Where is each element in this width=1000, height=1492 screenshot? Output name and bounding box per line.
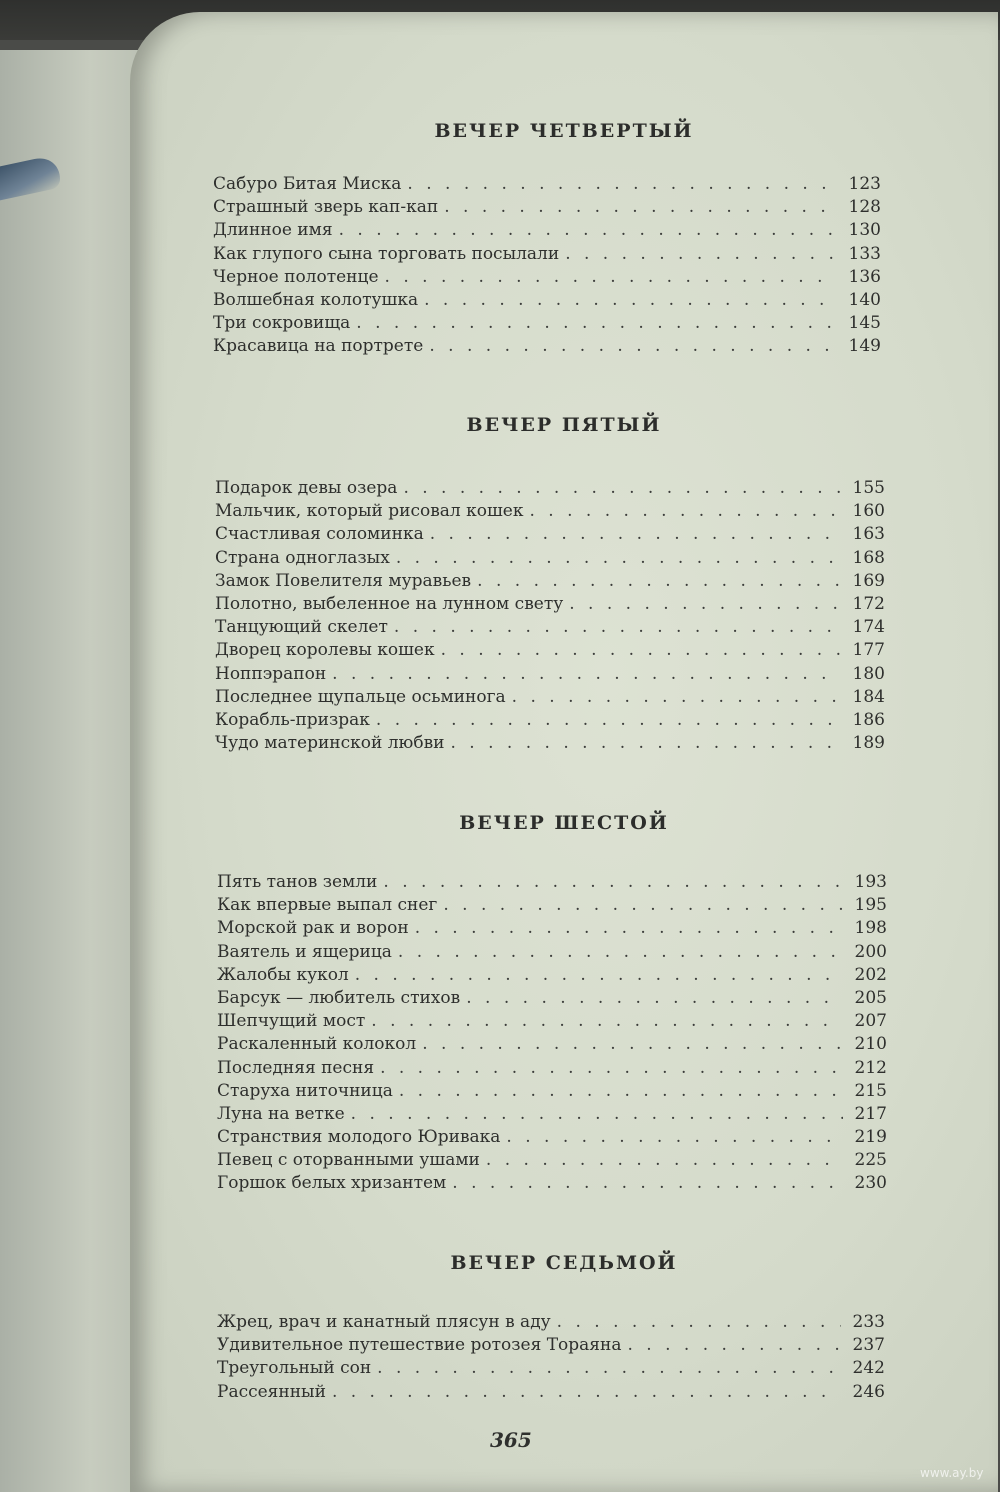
entry-title: Красавица на портрете [213, 336, 424, 357]
toc-entry [215, 594, 885, 617]
toc-entry [215, 710, 885, 733]
entry-title: Подарок девы озера [215, 478, 398, 498]
entry-title: Жрец, врач и канатный плясун в аду [217, 1312, 551, 1332]
leader-dots [377, 1358, 841, 1378]
entry-page: 233 [852, 1312, 885, 1332]
entry-title: Пять танов земли [217, 872, 378, 892]
entry-title: Старуха ниточница [217, 1080, 393, 1101]
leader-dots [477, 571, 841, 591]
entry-title: Как впервые выпал снег [217, 895, 438, 916]
entry-title: Сабуро Битая Миска [213, 174, 402, 194]
entry-title: Последняя песня [217, 1057, 375, 1078]
entry-page: 149 [848, 336, 881, 357]
leader-dots [441, 640, 841, 660]
toc-entry [217, 1150, 887, 1173]
toc-entry [217, 1358, 885, 1381]
leader-dots [415, 918, 843, 938]
leader-dots [569, 594, 841, 614]
entry-page: 160 [852, 501, 885, 522]
entry-page: 215 [854, 1080, 887, 1101]
entry-title: Последнее щупальце осьминога [215, 686, 506, 707]
entry-page: 133 [848, 243, 881, 264]
toc-entry [217, 988, 887, 1011]
toc-entry [215, 640, 885, 663]
section-title: ВЕЧЕР ШЕСТОЙ [459, 812, 669, 834]
toc-list [213, 174, 881, 360]
toc-entry [217, 1058, 887, 1081]
section-title: ВЕЧЕР ПЯТЫЙ [466, 414, 662, 436]
entry-page: 177 [852, 640, 885, 661]
entry-title: Горшок белых хризантем [217, 1173, 447, 1194]
leader-dots [466, 988, 843, 1008]
toc-entry [213, 313, 881, 336]
entry-title: Странствия молодого Юривака [217, 1127, 501, 1148]
entry-title: Барсук — любитель стихов [217, 987, 461, 1008]
toc-entry [217, 1382, 885, 1405]
entry-page: 180 [852, 663, 885, 684]
leader-dots [506, 1127, 843, 1147]
page-number: 365 [490, 1428, 532, 1452]
toc-list [215, 478, 885, 756]
entry-title: Удивительное путешествие ротозея Тораяна [217, 1335, 622, 1356]
leader-dots [385, 267, 837, 287]
leader-dots [403, 478, 841, 498]
toc-entry [217, 1104, 887, 1127]
entry-title: Танцующий скелет [215, 617, 388, 638]
toc-entry [213, 267, 881, 290]
entry-title: Как глупого сына торговать посылали [213, 243, 560, 264]
leader-dots [399, 1081, 843, 1101]
leader-dots [355, 965, 843, 985]
toc-entry [215, 664, 885, 687]
toc-entry [213, 197, 881, 220]
entry-title: Ноппэрапон [215, 663, 327, 684]
entry-page: 242 [852, 1358, 885, 1379]
toc-entry [217, 895, 887, 918]
section-title: ВЕЧЕР СЕДЬМОЙ [450, 1252, 678, 1274]
entry-page: 155 [852, 478, 885, 498]
toc-entry [213, 174, 881, 197]
entry-page: 198 [854, 918, 887, 939]
entry-page: 163 [852, 524, 885, 545]
leader-dots [339, 220, 837, 240]
leader-dots [450, 733, 841, 753]
entry-title: Мальчик, который рисовал кошек [215, 501, 524, 522]
leader-dots [430, 524, 841, 544]
entry-title: Треугольный сон [217, 1358, 372, 1379]
entry-title: Полотно, выбеленное на лунном свету [215, 593, 564, 614]
entry-page: 195 [854, 895, 887, 916]
leader-dots [356, 313, 837, 333]
leader-dots [452, 1173, 843, 1193]
entry-title: Чудо материнской любви [215, 733, 445, 754]
leader-dots [376, 710, 841, 730]
entry-page: 128 [848, 197, 881, 218]
toc-entry [217, 965, 887, 988]
entry-page: 230 [854, 1173, 887, 1194]
entry-title: Корабль-призрак [215, 709, 370, 730]
entry-page: 210 [854, 1034, 887, 1055]
entry-title: Черное полотенце [213, 266, 379, 287]
leader-dots [486, 1150, 843, 1170]
leader-dots [512, 687, 841, 707]
entry-title: Длинное имя [213, 220, 333, 241]
toc-entry [213, 220, 881, 243]
leader-dots [398, 942, 843, 962]
toc-entry [215, 571, 885, 594]
leader-dots [444, 197, 837, 217]
watermark: www.ay.by [920, 1466, 984, 1480]
toc-entry [217, 1173, 887, 1196]
leader-dots [429, 336, 837, 356]
leader-dots [371, 1011, 843, 1031]
entry-page: 123 [848, 174, 881, 194]
toc-entry [215, 478, 885, 501]
left-page-edge [0, 50, 150, 1492]
toc-entry [217, 918, 887, 941]
entry-title: Морской рак и ворон [217, 918, 409, 939]
entry-page: 186 [852, 709, 885, 730]
entry-title: Раскаленный колокол [217, 1034, 417, 1055]
toc-entry [215, 733, 885, 756]
entry-page: 189 [852, 733, 885, 754]
entry-page: 200 [854, 941, 887, 962]
leader-dots [424, 290, 837, 310]
entry-page: 145 [848, 313, 881, 334]
leader-dots [557, 1312, 841, 1332]
toc-entry [213, 244, 881, 267]
entry-page: 172 [852, 593, 885, 614]
toc-entry [217, 1312, 885, 1335]
entry-title: Дворец королевы кошек [215, 640, 435, 661]
leader-dots [407, 174, 837, 194]
toc-entry [217, 1081, 887, 1104]
toc-entry [217, 942, 887, 965]
leader-dots [565, 244, 837, 264]
entry-page: 174 [852, 617, 885, 638]
entry-title: Страна одноглазых [215, 547, 390, 568]
entry-page: 202 [854, 964, 887, 985]
toc-entry [217, 1011, 887, 1034]
entry-title: Рассеянный [217, 1381, 326, 1402]
toc-entry [215, 687, 885, 710]
section-title: ВЕЧЕР ЧЕТВЕРТЫЙ [434, 120, 694, 142]
toc-entry [213, 290, 881, 313]
entry-title: Ваятель и ящерица [217, 941, 392, 962]
toc-entry [217, 872, 887, 895]
toc-list [217, 1312, 885, 1405]
entry-title: Певец с оторванными ушами [217, 1150, 480, 1171]
leader-dots [351, 1104, 843, 1124]
entry-title: Луна на ветке [217, 1103, 345, 1124]
leader-dots [396, 548, 841, 568]
leader-dots [383, 872, 843, 892]
entry-page: 237 [852, 1335, 885, 1356]
entry-title: Шепчущий мост [217, 1011, 366, 1032]
leader-dots [332, 1382, 841, 1402]
entry-page: 193 [854, 872, 887, 892]
entry-page: 207 [854, 1011, 887, 1032]
leader-dots [332, 664, 841, 684]
entry-page: 246 [852, 1381, 885, 1402]
toc-entry [215, 524, 885, 547]
entry-title: Жалобы кукол [217, 964, 349, 985]
leader-dots [394, 617, 841, 637]
entry-page: 205 [854, 987, 887, 1008]
toc-list [217, 872, 887, 1197]
toc-entry [217, 1335, 885, 1358]
entry-title: Волшебная колотушка [213, 289, 419, 310]
entry-title: Счастливая соломинка [215, 524, 424, 545]
toc-entry [215, 617, 885, 640]
toc-entry [213, 336, 881, 359]
entry-page: 130 [848, 220, 881, 241]
entry-page: 168 [852, 547, 885, 568]
toc-entry [217, 1034, 887, 1057]
leader-dots [628, 1335, 842, 1355]
leader-dots [380, 1058, 843, 1078]
entry-page: 217 [854, 1103, 887, 1124]
leader-dots [422, 1034, 843, 1054]
entry-page: 212 [854, 1057, 887, 1078]
leader-dots [529, 501, 841, 521]
entry-page: 140 [848, 289, 881, 310]
toc-entry [217, 1127, 887, 1150]
entry-title: Замок Повелителя муравьев [215, 570, 472, 591]
entry-page: 225 [854, 1150, 887, 1171]
entry-title: Страшный зверь кап-кап [213, 197, 439, 218]
entry-page: 184 [852, 686, 885, 707]
toc-entry [215, 548, 885, 571]
entry-page: 136 [848, 266, 881, 287]
leader-dots [443, 895, 843, 915]
toc-entry [215, 501, 885, 524]
entry-page: 219 [854, 1127, 887, 1148]
entry-page: 169 [852, 570, 885, 591]
entry-title: Три сокровища [213, 313, 351, 334]
